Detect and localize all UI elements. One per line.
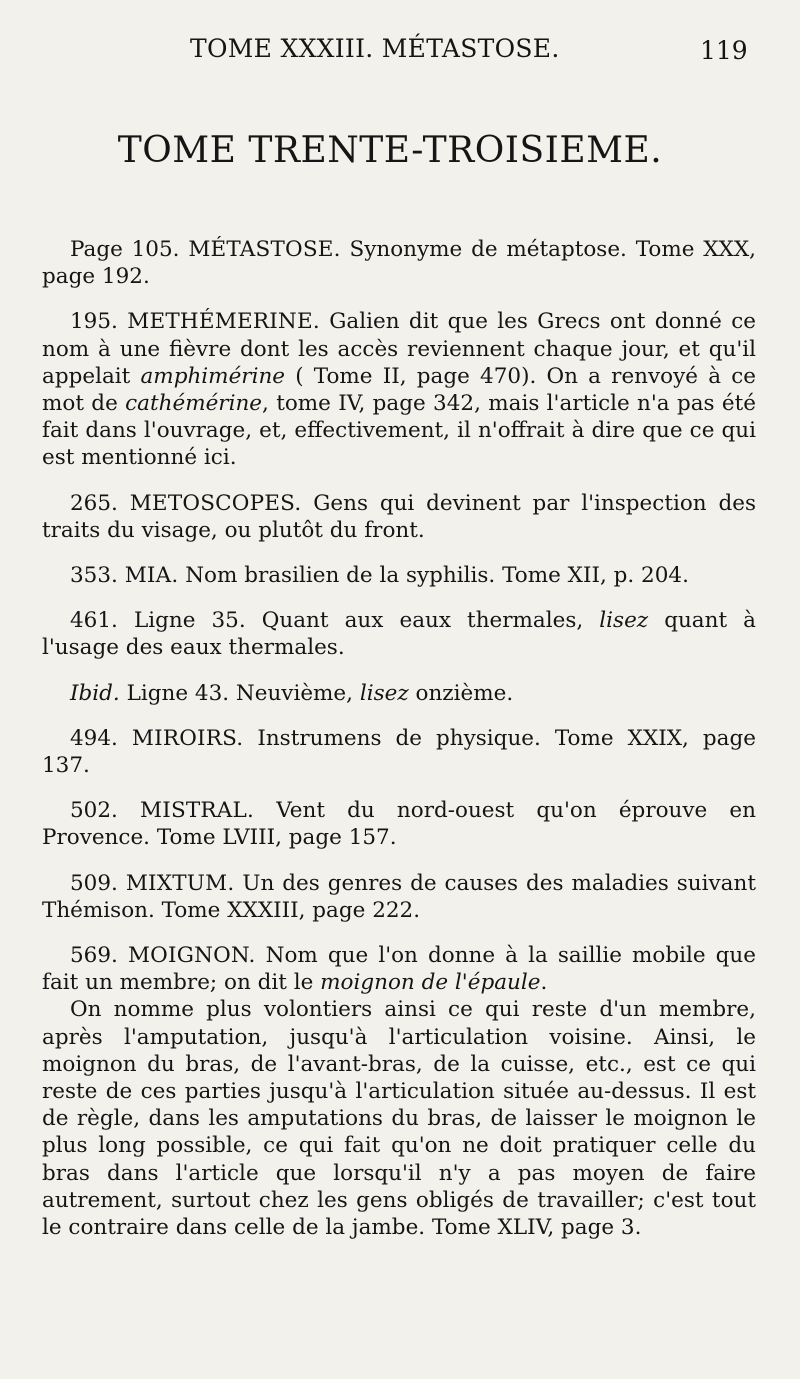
entry-text: Gens qui devinent par l'inspection des traits du visage, ou plutôt du front. xyxy=(42,490,756,543)
entry-number: 265. xyxy=(70,490,118,516)
entry-number: 509. xyxy=(70,870,118,896)
entry-correction-461 xyxy=(42,607,756,661)
entry-mia xyxy=(42,562,756,589)
entry-number: 195. xyxy=(70,309,118,335)
entry-number: 502. xyxy=(70,798,118,824)
entry-methemerine xyxy=(42,308,756,471)
entry-italic-term: cathémérine xyxy=(125,391,263,417)
entry-text: Synonyme de métaptose. Tome XXX, page 192. xyxy=(42,237,757,290)
entry-text: ( Tome II, page 470). On a renvoyé à ce mot de xyxy=(42,363,756,417)
entry-number: 461. xyxy=(70,608,118,634)
entry-metastose xyxy=(42,236,756,290)
entry-headword: MISTRAL. xyxy=(140,798,255,824)
entry-text: Un des genres de causes des maladies suivant Thémison. Tome XXXIII, page 222. xyxy=(42,870,756,923)
entry-mistral xyxy=(42,797,756,851)
entry-miroirs xyxy=(42,725,756,779)
entry-moignon-continuation: On nomme plus volontiers ainsi ce qui reste d'un membre, après l'amputation, jusqu'à l'articulation voisine. Ainsi, le moignon du bras, de l'avant-bras, de la cuisse, etc., est ce qui reste de ces parties jusqu'à l'articulation située au-dessus. Il est de règle, dans les amputations du bras, de laisser le moignon le plus long possible, ce qui fait qu'on ne doit pratiquer celle du bras dans l'article que lorsqu'il n'y a pas moyen de faire autrement, surtout chez les gens obligés de travailler; c'est tout le contraire dans celle de la jambe. Tome XLIV, page 3. xyxy=(42,997,756,1241)
entry-headword: MOIGNON. xyxy=(127,943,256,969)
entry-headword: METHÉMERINE. xyxy=(127,309,320,335)
chapter-title: TOME TRENTE-TROISIEME. xyxy=(117,130,663,171)
entry-headword: MIROIRS. xyxy=(131,725,244,751)
entry-italic-term: amphimérine xyxy=(140,363,286,389)
entry-text: , tome IV, page 342, mais l'article n'a pas été fait dans l'ouvrage, et, effectivement, il n'offrait à dire que ce qui est mentionné ici. xyxy=(42,391,756,471)
running-title: TOME XXXIII. MÉTASTOSE. xyxy=(190,34,560,63)
entry-text: Nom que l'on donne à la saillie mobile que fait un membre; on dit le xyxy=(42,943,756,996)
entry-headword: METOSCOPES. xyxy=(129,490,302,516)
entry-text: Vent du nord-ouest qu'on éprouve en Provence. Tome LVIII, page 157. xyxy=(42,798,756,851)
entry-headword: MIA. xyxy=(124,563,179,589)
entry-italic-term: lisez xyxy=(359,680,409,706)
entry-text: quant à l'usage des eaux thermales. xyxy=(42,608,756,661)
entry-number: 494. xyxy=(70,725,118,751)
entry-ibid: Ibid. xyxy=(70,680,120,706)
entry-text: . xyxy=(540,970,548,996)
entry-italic-term: moignon de l'épaule xyxy=(320,970,541,996)
entry-headword: MIXTUM. xyxy=(125,870,235,896)
entry-number: 569. xyxy=(70,943,118,969)
page-body xyxy=(42,236,756,1241)
page-number: 119 xyxy=(700,36,748,65)
entry-number: 353. xyxy=(70,563,118,589)
entry-headword: MÉTASTOSE. xyxy=(188,237,341,262)
entry-moignon xyxy=(42,942,756,996)
entry-text: Ligne 35. Quant aux eaux thermales, xyxy=(117,608,600,634)
entry-mixtum xyxy=(42,870,756,924)
entry-text: onzième. xyxy=(408,680,514,706)
entry-italic-term: lisez xyxy=(599,608,649,634)
entry-text: Galien dit que les Grecs ont donné ce nom à une fièvre dont les accès reviennent chaque jour, et qu'il appelait xyxy=(42,309,756,389)
running-head xyxy=(0,34,800,74)
entry-metoscopes xyxy=(42,490,756,544)
entry-text: Instrumens de physique. Tome XXIX, page 137. xyxy=(42,725,756,779)
entry-text: Ligne 43. Neuvième, xyxy=(119,680,360,706)
entry-number: Page 105. xyxy=(70,237,180,262)
entry-text: Nom brasilien de la syphilis. Tome XII, p. 204. xyxy=(178,563,689,589)
entry-correction-ibid xyxy=(42,680,756,707)
